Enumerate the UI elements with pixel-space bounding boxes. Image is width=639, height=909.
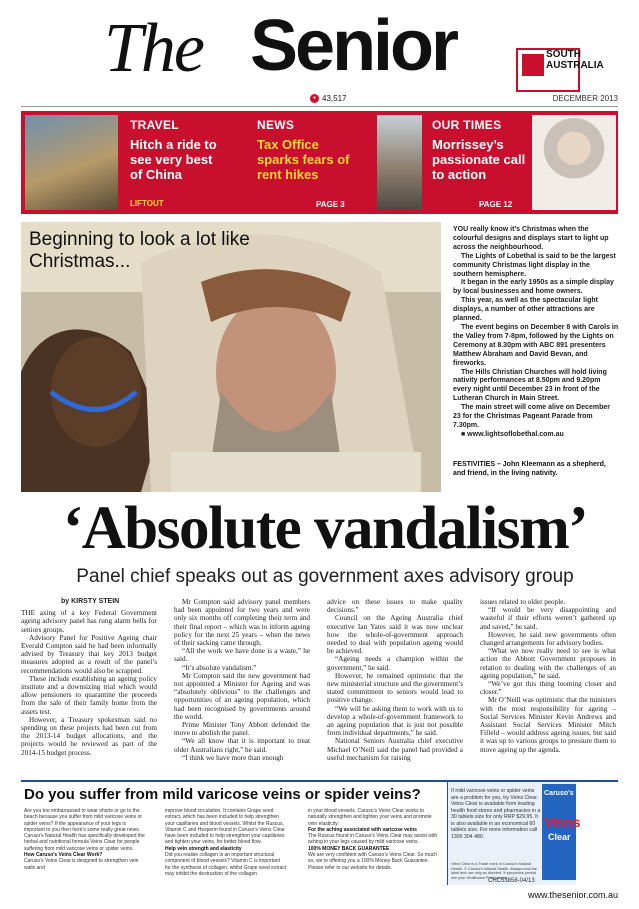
- teaser-headline: Morrissey’s passionate call to action: [432, 137, 526, 182]
- subheadline: Panel chief speaks out as government axes advisory group: [76, 566, 574, 587]
- ad-subheading: How Caruso’s Veins Clear Work?: [24, 852, 103, 859]
- teaser-news-image: [377, 115, 422, 210]
- circulation-dot-icon: ●: [310, 94, 319, 103]
- state-label: [546, 49, 626, 71]
- article-paragraph: However, he remained optimistic that the new ministerial structure and the government’s stated commitment to seniors would lead to positive change.: [327, 671, 463, 705]
- hero-paragraph: It began in the early 1950s as a simple display by local businesses and home owners.: [453, 279, 614, 296]
- ad-fine-print: Veins Clear is a Trade mark of Caruso’s Natural Health. © Caruso’s Natural Health. Always read the label and use only as directed. If symptoms persist see your Healthcare Professional.: [451, 862, 538, 880]
- hero-title: Beginning to look a lot like Christmas...: [29, 229, 250, 272]
- south-australia-map-icon: [522, 54, 544, 76]
- article-paragraph: “Ageing needs a champion within the government,” he said.: [327, 655, 463, 672]
- article-paragraph: Council on the Ageing Australia chief executive Ian Yates said it was now unclear how the whole-of-government approach needed to deal with population ageing would be achieved.: [327, 614, 463, 656]
- ad-headline: Do you suffer from mild varicose veins or spider veins?: [24, 786, 421, 803]
- issue-date: DECEMBER 2013: [552, 94, 618, 103]
- article-paragraph: However, he said new governments often changed arrangements for advisory bodies.: [480, 630, 616, 648]
- ad-text: Are you too embarrassed to wear shorts or go to the beach because you suffer from mild varicose veins or spider veins? If the appearance of your legs is important to you then here’s some really great news. Caruso’s Natural Health has specifically developed the herbal and nutritional formula Veins Clear for people suffering from mild varicose veins or spider veins.: [24, 808, 145, 852]
- hero-paragraph: YOU really know it’s Christmas when the colourful designs and displays start to light up across the neighbourhood.: [453, 226, 609, 251]
- ad-box-text: If mild varicose veins or spider veins are a problem for you, try Veins Clear. Veins Clear is available from leading health food stores and pharmacies in a 30 tablets size for only RRP $29.95. It is also available in an economical 60 tablets size. For more information call 1300 304 480.: [451, 788, 541, 840]
- teaser-travel[interactable]: [25, 115, 220, 210]
- article-paragraph: “What we now really need to see is what action the Abbott Government proposes in relation to dealing with the challenges of an ageing population,” he said.: [480, 647, 616, 680]
- state-line2: AUSTRALIA: [546, 60, 604, 71]
- article-column-3: [327, 598, 463, 762]
- article-column-2: [174, 598, 310, 762]
- byline: by KIRSTY STEIN: [61, 598, 120, 605]
- ad-column-3: [308, 808, 438, 871]
- ad-text: improve blood circulation. It contains Grape seed extract, which has been included to help strengthen your capillaries and blood vessels. Whilst the Ruscus, Vitamin C and Hesperin found in Caruso’s Veins Clear have been included to help strengthen your capillaries and tighten your veins, for better blood flow.: [165, 808, 285, 846]
- article-paragraph: “I think we have more than enough: [182, 753, 284, 762]
- article-paragraph: Mr O’Neill was optimistic that the ministers with the most responsibility for ageing – Social Services Minister Kevin Andrews and Assistant Social Services Minister Mitch Fifield – would address ageing issues, but said it was up to various groups to pressure them to move ageing up the agenda.: [480, 696, 616, 754]
- state-line1: SOUTH: [546, 49, 581, 60]
- article-paragraph: “All the work we have done is a waste,” he said.: [174, 647, 310, 664]
- logo-senior: Senior: [250, 6, 457, 86]
- ad-text: in your blood vessels. Caruso’s Veins Clear works to naturally strengthen and tighten your veins and promote vein elasticity.: [308, 808, 432, 827]
- hero-story: [453, 226, 619, 440]
- article-paragraph: Mr Compton said advisory panel members had been appointed for two years and were only six months off completing their term and their final report – which was to inform ageing policy for the next 25 years – when the news of their sacking came through.: [174, 598, 310, 648]
- ad-column-1: [24, 808, 146, 871]
- article-paragraph: Advisory Panel for Positive Ageing chair Everald Compton said he had been informally advised by Treasury that key 2013 budget measures adopted as a result of the panel’s recommendations would also be scrapped.: [21, 633, 157, 675]
- teaser-headline: Tax Office sparks fears of rent hikes: [257, 137, 350, 182]
- article-paragraph: However, a Treasury spokesman said no spending on these projects had been cut from the 2013-14 budget allocations, and the projects would be reviewed as part of the 2014-15 budget process.: [21, 715, 157, 757]
- article-paragraph: “If would be very disappointing and wasteful if their efforts weren’t gathered up and saved,” he said.: [480, 606, 616, 631]
- hero-paragraph: This year, as well as the spectacular light displays, a number of other attractions are planned.: [453, 297, 598, 323]
- teaser-section: TRAVEL: [130, 118, 179, 132]
- ad-subheading: Help vein strength and elasticity: [165, 845, 242, 852]
- ad-code: CHC53858-04/13: [488, 878, 535, 884]
- hero-paragraph: The Lights of Lobethal is said to be the largest community Christmas light display in the southern hemisphere.: [453, 252, 616, 278]
- article-column-4: [480, 598, 616, 754]
- hero-photo: [21, 222, 441, 492]
- ad-text: The Ruscus found in Caruso’s Veins Clear may assist with aching in your legs caused by mild varicose veins.: [308, 833, 438, 846]
- teaser-strip: [21, 111, 618, 214]
- article-column-1: [21, 598, 157, 757]
- teaser-our-times[interactable]: [427, 115, 615, 210]
- teaser-news[interactable]: [254, 115, 434, 210]
- ad-subheading: 100% MONEY BACK GUARANTEE: [308, 845, 390, 852]
- ad-column-2: [165, 808, 287, 877]
- teaser-portrait-image: [532, 115, 616, 210]
- article-body: [21, 598, 618, 768]
- teaser-section: NEWS: [257, 118, 295, 132]
- ad-product-box: [447, 782, 581, 885]
- website-link[interactable]: www.thesenior.com.au: [527, 890, 618, 900]
- ad-text: We are very confident with Caruso’s Veins Clear. So much so, we’re offering you a 100% Money Back Guarantee. Please refer to our website for details.: [308, 852, 438, 871]
- article-paragraph: Prime Minister Tony Abbott defended the move to abolish the panel.: [174, 721, 310, 738]
- veins-clear-pack: [542, 784, 581, 880]
- article-paragraph: Mr Compton said the new government had not appointed a Minister for Ageing and was “absolutely oblivious” to the challenges and opportunities of an ageing population, which had been recognised by governments around the world.: [174, 671, 310, 721]
- article-paragraph: issues related to older people.: [480, 598, 566, 606]
- article-paragraph: “We’ve got this thing looming closer and closer.”: [480, 680, 616, 697]
- article-paragraph: THE axing of a key Federal Government ageing advisory panel has rung alarm bells for seniors groups.: [21, 609, 157, 634]
- article-paragraph: “It’s absolute vandalism.”: [182, 663, 257, 672]
- article-paragraph: These include establishing an ageing policy institute and a downsizing trial which would allow pensioners to quarantine the proceeds from the sale of their family home from the assets test.: [21, 674, 157, 716]
- teaser-page: PAGE 12: [479, 200, 513, 209]
- issue-bar: [21, 94, 618, 107]
- teaser-page: PAGE 3: [316, 200, 345, 209]
- advertisement[interactable]: [21, 780, 618, 890]
- hero-link[interactable]: ■ www.lightsoflobethal.com.au: [461, 430, 564, 438]
- ad-text: Did you realise collagen is an important structural component of blood vessels? Vitamin C is important for the synthesis of collagen, whilst Grape seed extract may inhibit the destruction of the collagen: [165, 852, 287, 877]
- article-paragraph: National Seniors Australia chief executive Michael O’Neill said the panel had provided a useful mechanism for raising: [327, 737, 463, 762]
- hero-paragraph: The Hills Christian Churches will hold living nativity performances at 8.50pm and 9.20pm every night until December 23 in front of the Lutheran Church in Main Street.: [453, 368, 607, 403]
- hero-paragraph: The main street will come alive on December 23 for the Christmas Pageant Parade from 7.30pm.: [453, 404, 610, 429]
- photo-caption: FESTIVITIES – John Kleemann as a shepherd, and friend, in the living nativity.: [453, 461, 606, 477]
- product-name-2: Clear: [548, 832, 571, 842]
- main-headline: ‘Absolute vandalism’: [62, 495, 588, 562]
- article-paragraph: advice on these issues to make quality decisions.”: [327, 598, 463, 615]
- logo-the: The: [104, 10, 203, 87]
- brand-logo: Caruso's: [544, 790, 574, 797]
- masthead: [0, 0, 639, 110]
- article-paragraph: “We all know that it is important to treat older Australians right,” he said.: [174, 737, 310, 754]
- circulation: 43,517: [322, 94, 347, 103]
- ad-text: Caruso’s Veins Clear is designed to strengthen vein walls and: [24, 858, 139, 871]
- ad-subheading: For the aching associated with varicose veins: [308, 826, 417, 833]
- article-paragraph: “We will be asking them to work with us to develop a whole-of-government framework to an ageing population that is just not possible from individual departments,” he said.: [327, 704, 463, 738]
- hero-paragraph: The event begins on December 8 with Carols in the Valley from 7-8pm, followed by the Lights on Ceremony at 8.30pm with ABC 891 presenters Matthew Abraham and David Bevan, and fireworks.: [453, 323, 619, 367]
- teaser-tag: LIFTOUT: [130, 199, 164, 208]
- teaser-headline: Hitch a ride to see very best of China: [130, 137, 217, 182]
- teaser-travel-image: [25, 115, 118, 210]
- product-name: Veins: [544, 814, 581, 830]
- teaser-section: OUR TIMES: [432, 118, 502, 132]
